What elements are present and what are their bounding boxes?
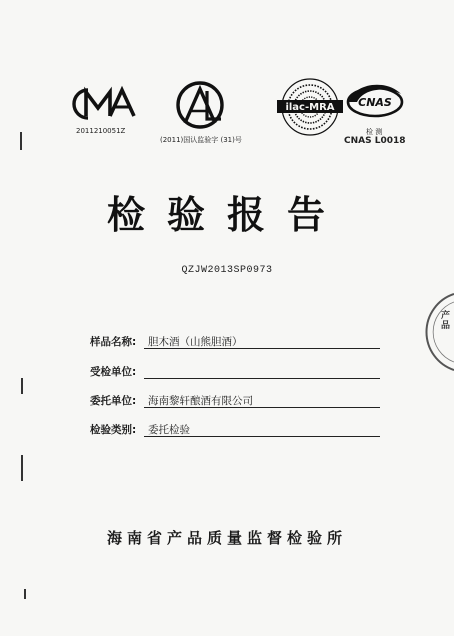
binding-mark-top <box>20 132 22 150</box>
field-label: 受检单位: <box>90 366 137 378</box>
issuing-organization: 海南省产品质量监督检验所 <box>106 529 347 547</box>
field-value: 胆木酒（山熊胆酒） <box>148 336 243 348</box>
cnas-text: CNAS <box>358 96 392 109</box>
binding-mark-middle <box>21 378 23 394</box>
field-sample-name <box>90 334 380 350</box>
seal-text: 产品 <box>439 310 449 330</box>
binding-mark-bottom <box>21 455 23 481</box>
field-value: 海南黎轩酿酒有限公司 <box>148 395 253 407</box>
binding-mark-lower <box>24 589 26 599</box>
field-client-unit <box>90 393 380 409</box>
ilac-mra-text: ilac-MRA <box>285 102 335 113</box>
field-value: 委托检验 <box>148 424 190 436</box>
report-title: 检验报告 <box>106 192 347 237</box>
cal-logo <box>169 79 231 131</box>
ilac-mra-logo <box>277 76 343 138</box>
field-underline <box>144 378 380 379</box>
field-inspection-type <box>90 422 380 438</box>
field-label: 检验类别: <box>90 424 137 436</box>
cma-code: 2011210051Z <box>76 127 126 135</box>
cnas-caption: 检 测 <box>366 128 383 136</box>
cma-logo <box>70 84 136 124</box>
field-label: 样品名称: <box>90 336 137 348</box>
cal-caption: (2011)国认监验字 (31)号 <box>160 136 242 144</box>
cnas-logo <box>345 80 405 120</box>
field-label: 委托单位: <box>90 395 137 407</box>
partial-seal <box>420 292 454 376</box>
report-number: QZJW2013SP0973 <box>181 265 273 276</box>
field-inspected-unit <box>90 364 380 380</box>
cnas-code: CNAS L0018 <box>344 136 406 146</box>
